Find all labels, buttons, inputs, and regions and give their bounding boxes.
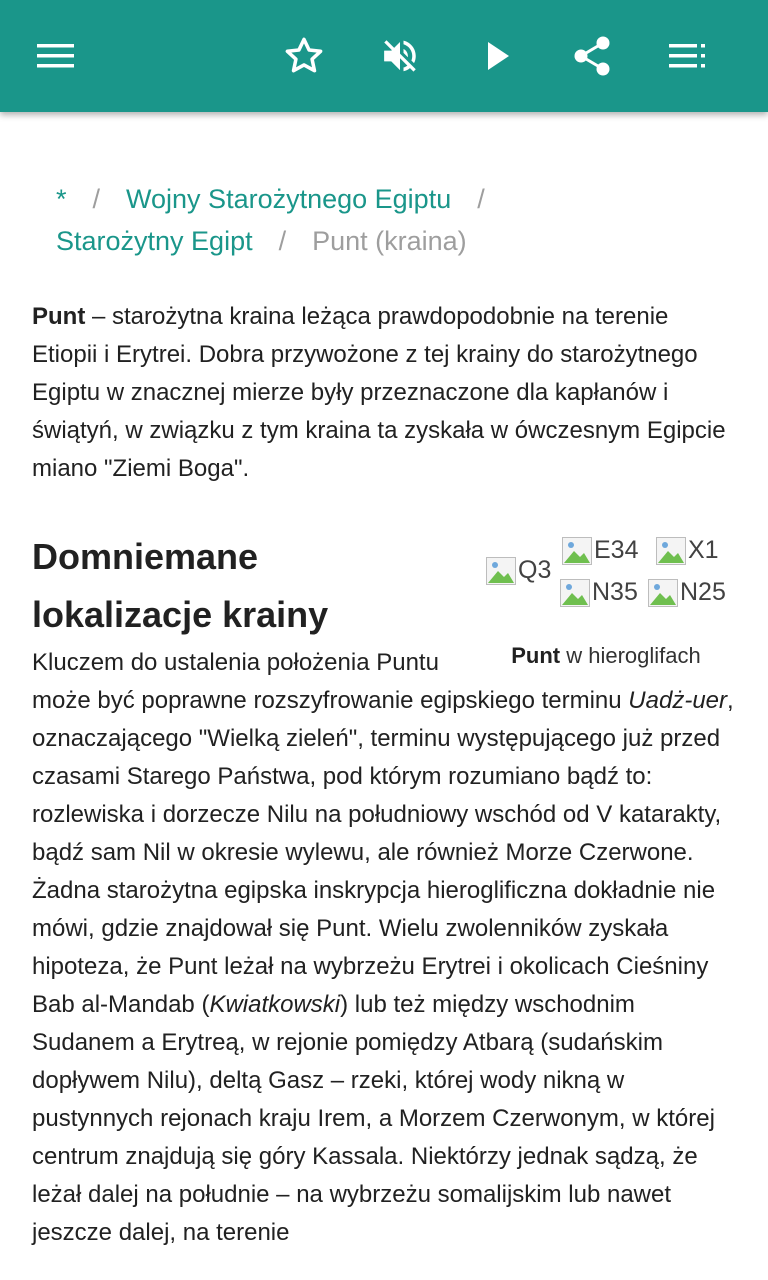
term-uadz-uer: Uadż-uer	[628, 687, 728, 714]
broken-image-icon	[560, 579, 590, 607]
broken-image-icon	[486, 557, 516, 585]
app-bar	[0, 0, 768, 112]
glyph-n35: N35	[560, 578, 638, 607]
broken-image-icon	[562, 537, 592, 565]
share-icon	[572, 35, 612, 77]
hieroglyph-grid	[476, 536, 736, 628]
intro-bold-term: Punt	[32, 303, 86, 330]
volume-off-icon	[379, 35, 421, 77]
breadcrumb-separator: /	[92, 184, 101, 214]
figure-caption: Punt w hieroglifach	[511, 643, 701, 668]
hamburger-menu-icon	[36, 41, 76, 71]
glyph-q3: Q3	[486, 556, 551, 585]
contents-button[interactable]	[660, 28, 716, 84]
breadcrumb	[56, 178, 736, 262]
breadcrumb-separator: /	[278, 226, 287, 256]
section-paragraph: Kluczem do ustalenia położenia Puntu może być poprawne rozszyfrowanie egipskiego terminu Uadż-uer, oznaczającego "Wielką zieleń", terminu występującego już przed czasami Starego Państwa, pod którym rozumiano bądź to: rozlewiska i dorzecze Nilu na południowy wschód od V katarakty, bądź sam Nil w okresie wylewu, ale również Morze Czerwone. Żadna starożytna egipska inskrypcja hieroglificzna dokładnie nie mówi, gdzie znajdował się Punt. Wielu zwolenników zyskała hipoteza, że Punt leżał na wybrzeżu Erytrei i okolicach Cieśniny Bab al-Mandab (Kwiatkowski) lub też między wschodnim Sudanem a Erytreą, w rejonie pomiędzy Atbarą (sudańskim dopływem Nilu), deltą Gasz – rzeki, której wody nikną w pustynnych rejonach kraju Irem, a Morzem Czerwonym, w której centrum znajdują się góry Kassala. Niektórzy jednak sądzą, że leżał dalej na południe – na wybrzeżu somalijskim lub nawet jeszcze dalej, na terenie	[32, 649, 734, 1246]
broken-image-icon	[656, 537, 686, 565]
breadcrumb-item-wars[interactable]: Wojny Starożytnego Egiptu	[126, 184, 452, 214]
breadcrumb-item-home[interactable]: *	[56, 184, 67, 214]
breadcrumb-separator: /	[477, 184, 485, 214]
broken-image-icon	[648, 579, 678, 607]
play-icon	[483, 39, 513, 73]
list-icon	[668, 42, 708, 70]
share-button[interactable]	[564, 28, 620, 84]
menu-button[interactable]	[28, 28, 84, 84]
intro-paragraph	[32, 298, 736, 488]
breadcrumb-item-ancient-egypt[interactable]: Starożytny Egipt	[56, 226, 253, 256]
hieroglyph-figure	[476, 536, 736, 672]
intro-text: – starożytna kraina leżąca prawdopodobnie na terenie Etiopii i Erytrei. Dobra przywożone z tej krainy do starożytnego Egiptu w znacznej mierze były przeznaczone dla kapłanów i świątyń, w związku z tym kraina ta zyskała w ówczesnym Egipcie miano "Ziemi Boga".	[32, 303, 726, 482]
breadcrumb-current: Punt (kraina)	[312, 226, 467, 256]
play-button[interactable]	[470, 28, 526, 84]
section-title: Domniemane lokalizacje krainy	[32, 536, 329, 635]
article-content	[32, 298, 736, 1252]
citation-kwiatkowski[interactable]: Kwiatkowski	[209, 991, 341, 1018]
glyph-n25: N25	[648, 578, 726, 607]
star-outline-icon	[283, 35, 325, 77]
glyph-e34: E34	[562, 536, 638, 565]
glyph-x1: X1	[656, 536, 719, 565]
mute-button[interactable]	[372, 28, 428, 84]
favorite-button[interactable]	[276, 28, 332, 84]
